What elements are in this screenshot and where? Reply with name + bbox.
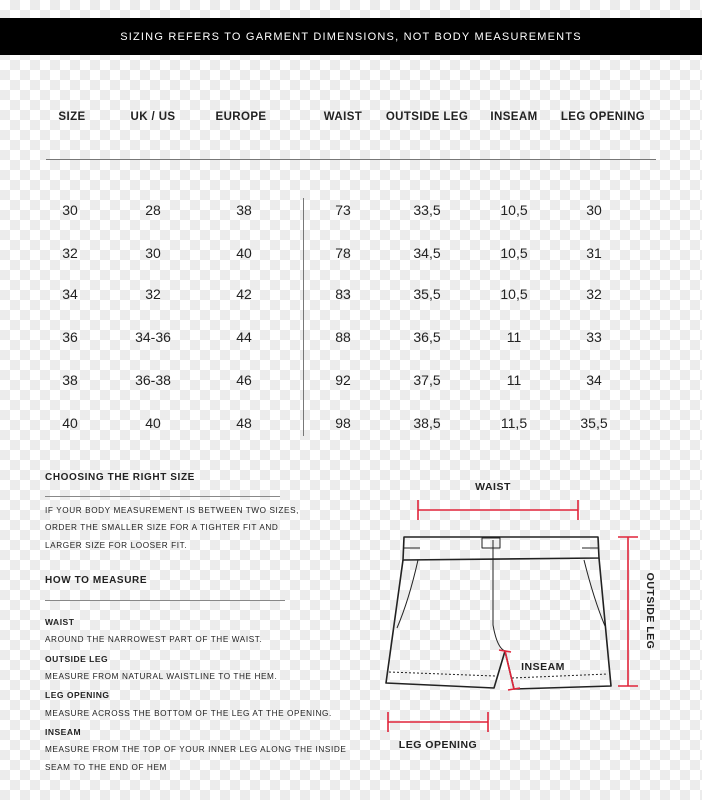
choosing-line: ORDER THE SMALLER SIZE FOR A TIGHTER FIT AND	[45, 523, 279, 532]
cell-inseam: 10,5	[500, 245, 528, 261]
cell-leg-opening: 30	[586, 202, 602, 218]
waist-text: AROUND THE NARROWEST PART OF THE WAIST.	[45, 635, 263, 644]
cell-europe: 44	[236, 329, 252, 345]
fly-line	[493, 540, 505, 651]
cell-waist: 78	[335, 245, 351, 261]
cell-leg-opening: 35,5	[580, 415, 608, 431]
cell-size: 40	[62, 415, 78, 431]
cell-inseam: 11	[506, 329, 522, 345]
cell-inseam: 10,5	[500, 286, 528, 302]
cell-uk-us: 36-38	[135, 372, 171, 388]
outside-leg-label: OUTSIDE LEG	[45, 654, 109, 664]
inseam-text: MEASURE FROM THE TOP OF YOUR INNER LEG ALONG THE INSIDE	[45, 745, 347, 754]
leg-opening-label: LEG OPENING	[45, 690, 110, 700]
cell-size: 32	[62, 245, 78, 261]
header-outside-leg: OUTSIDE LEG	[385, 111, 469, 123]
cell-uk-us: 30	[145, 245, 161, 261]
cell-waist: 88	[335, 329, 351, 345]
cell-europe: 48	[236, 415, 252, 431]
cell-uk-us: 34-36	[135, 329, 171, 345]
cell-outside-leg: 36,5	[413, 329, 441, 345]
cell-outside-leg: 35,5	[413, 286, 441, 302]
cell-inseam: 11	[506, 372, 522, 388]
cell-waist: 73	[335, 202, 351, 218]
cell-leg-opening: 31	[586, 245, 602, 261]
leg-opening-diagram-label: LEG OPENING	[398, 739, 478, 751]
cell-uk-us: 28	[145, 202, 161, 218]
cell-waist: 98	[335, 415, 351, 431]
cell-size: 34	[62, 286, 78, 302]
waist-measure	[418, 500, 578, 520]
how-title: HOW TO MEASURE	[45, 575, 148, 586]
inseam-diagram-label: INSEAM	[521, 661, 565, 673]
outside-leg-measure	[618, 537, 638, 686]
cell-uk-us: 40	[145, 415, 161, 431]
cell-leg-opening: 33	[586, 329, 602, 345]
cell-size: 36	[62, 329, 78, 345]
outside-leg-text: MEASURE FROM NATURAL WAISTLINE TO THE HEM.	[45, 672, 278, 681]
cell-europe: 38	[236, 202, 252, 218]
cell-size: 30	[62, 202, 78, 218]
cell-waist: 83	[335, 286, 351, 302]
hem-left	[389, 672, 495, 676]
cell-europe: 42	[236, 286, 252, 302]
cell-outside-leg: 34,5	[413, 245, 441, 261]
hem-right	[512, 674, 608, 678]
leg-opening-text: MEASURE ACROSS THE BOTTOM OF THE LEG AT THE OPENING.	[45, 709, 332, 718]
cell-outside-leg: 38,5	[413, 415, 441, 431]
cell-europe: 40	[236, 245, 252, 261]
cell-size: 38	[62, 372, 78, 388]
waist-label: WAIST	[45, 617, 75, 627]
shorts-body	[386, 558, 611, 689]
cell-uk-us: 32	[145, 286, 161, 302]
header-inseam: INSEAM	[490, 111, 538, 123]
cell-outside-leg: 37,5	[413, 372, 441, 388]
outside-leg-diagram-label: OUTSIDE LEG	[644, 572, 656, 650]
choosing-line: LARGER SIZE FOR LOOSER FIT.	[45, 541, 188, 550]
belt-loop	[482, 538, 500, 548]
header-size: SIZE	[58, 111, 86, 123]
choosing-line: IF YOUR BODY MEASUREMENT IS BETWEEN TWO SIZES,	[45, 506, 300, 515]
cell-leg-opening: 34	[586, 372, 602, 388]
header-waist: WAIST	[323, 111, 363, 123]
leg-opening-measure	[388, 712, 488, 732]
waistband	[403, 537, 599, 560]
header-leg-opening: LEG OPENING	[560, 111, 646, 123]
cell-europe: 46	[236, 372, 252, 388]
inseam-text: SEAM TO THE END OF HEM	[45, 763, 167, 772]
inseam-label: INSEAM	[45, 727, 82, 737]
header-uk-us: UK / US	[130, 111, 176, 123]
cell-inseam: 11,5	[500, 415, 528, 431]
banner-text: SIZING REFERS TO GARMENT DIMENSIONS, NOT BODY MEASUREMENTS	[120, 30, 582, 43]
waist-diagram-label: WAIST	[475, 481, 511, 493]
inseam-measure	[499, 650, 520, 690]
cell-leg-opening: 32	[586, 286, 602, 302]
cell-inseam: 10,5	[500, 202, 528, 218]
header-europe: EUROPE	[215, 111, 267, 123]
cell-waist: 92	[335, 372, 351, 388]
pocket-left	[397, 560, 418, 628]
choosing-title: CHOOSING THE RIGHT SIZE	[45, 472, 195, 483]
shorts-illustration	[386, 537, 611, 689]
cell-outside-leg: 33,5	[413, 202, 441, 218]
